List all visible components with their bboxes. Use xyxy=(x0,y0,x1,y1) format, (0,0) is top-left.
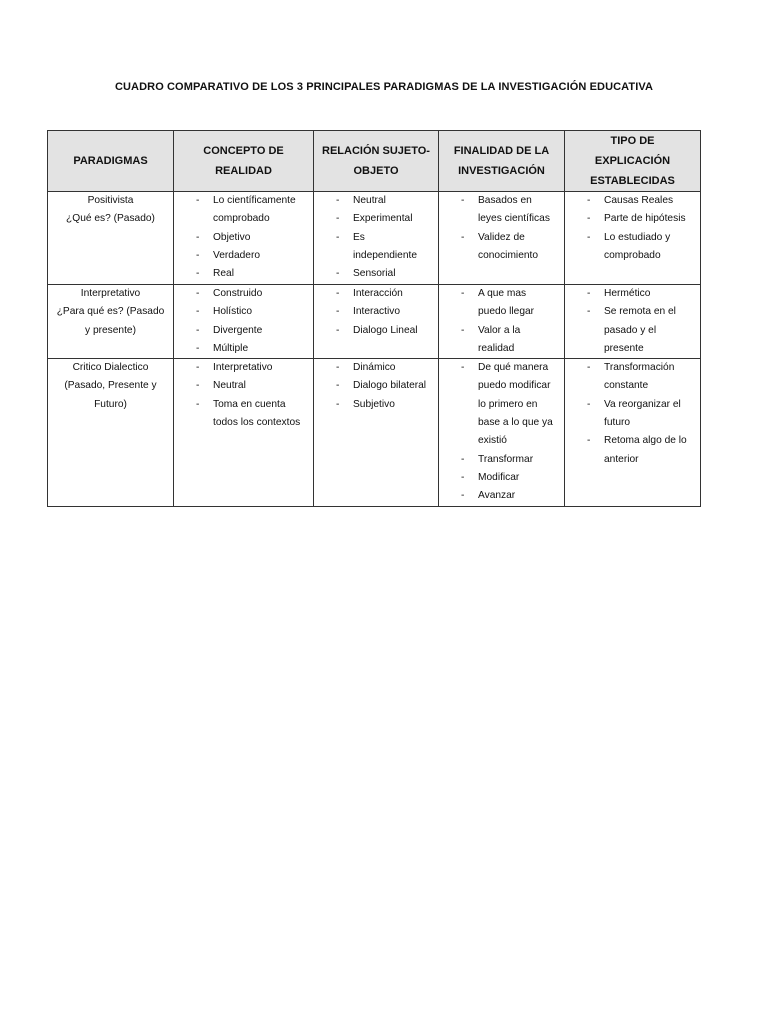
list-item xyxy=(174,192,313,229)
cell-paradigma xyxy=(48,359,174,507)
row-interpretativo xyxy=(48,285,701,359)
list-item-line: - Transformación xyxy=(604,362,675,374)
cell-relacion-sujeto-objeto xyxy=(314,359,439,507)
list-item-line: conocimiento xyxy=(478,249,539,261)
list-item xyxy=(314,210,438,228)
bullet-list xyxy=(439,192,564,265)
header-line: ESTABLECIDAS xyxy=(590,175,675,187)
list-item xyxy=(565,432,700,469)
list-item-line: - Interactivo xyxy=(353,306,400,318)
list-item-line: - Lo científicamente xyxy=(213,195,296,206)
list-item xyxy=(565,396,700,433)
list-item xyxy=(565,192,700,210)
list-item-line: - Dinámico xyxy=(353,362,396,374)
list-item-line: - Lo estudiado y xyxy=(604,231,671,243)
list-item-line: - Objetivo xyxy=(213,231,251,243)
list-item xyxy=(439,285,564,322)
list-item-line: anterior xyxy=(604,453,639,465)
list-item-line: futuro xyxy=(604,417,631,429)
header-row xyxy=(48,131,701,192)
list-item xyxy=(314,322,438,340)
list-item xyxy=(314,285,438,303)
list-item-line: - A que mas xyxy=(478,288,527,299)
list-item-line: leyes científicas xyxy=(478,213,550,225)
list-item-line: - Toma en cuenta xyxy=(213,398,286,410)
header-line: TIPO DE xyxy=(610,135,655,147)
header-line: CONCEPTO DE xyxy=(203,145,284,157)
list-item-line: puedo llegar xyxy=(478,306,535,318)
bullet-list xyxy=(174,285,313,358)
cell-tipo-de-explicacion xyxy=(565,192,701,285)
list-item-line: constante xyxy=(604,380,649,392)
row-critico-dialectico xyxy=(48,359,701,507)
list-item-line: todos los contextos xyxy=(213,417,301,429)
list-item xyxy=(174,396,313,433)
list-item xyxy=(439,451,564,469)
header-finalidad-de-la-investigacion xyxy=(439,131,565,192)
list-item xyxy=(314,377,438,395)
list-item-line: - Construido xyxy=(213,288,263,299)
list-item-line: - Modificar xyxy=(478,471,520,483)
page-title: CUADRO COMPARATIVO DE LOS 3 PRINCIPALES PARADIGMAS DE LA INVESTIGACIÓN EDUCATIVA xyxy=(114,81,654,93)
bullet-list xyxy=(174,359,313,432)
list-item xyxy=(174,247,313,265)
list-item-line: - Hermético xyxy=(604,288,651,299)
bullet-list xyxy=(439,359,564,505)
list-item-line: - Basados en xyxy=(478,195,532,206)
list-item-line: - Subjetivo xyxy=(353,398,395,410)
list-item-line: - Experimental xyxy=(353,213,413,225)
list-item xyxy=(565,303,700,358)
list-item xyxy=(174,377,313,395)
bullet-list xyxy=(174,192,313,283)
cell-tipo-de-explicacion xyxy=(565,359,701,507)
paradigm-line: Futuro) xyxy=(94,398,127,410)
paradigm-line: y presente) xyxy=(85,324,136,336)
list-item-line: - Transformar xyxy=(478,453,534,465)
list-item xyxy=(314,229,438,266)
cell-concepto-de-realidad xyxy=(174,192,314,285)
list-item-line: - Dialogo Lineal xyxy=(353,324,418,336)
list-item-line: - Causas Reales xyxy=(604,195,674,206)
list-item-line: - Interpretativo xyxy=(213,362,273,374)
list-item-line: - Validez de xyxy=(478,231,525,243)
list-item-line: - Neutral xyxy=(353,195,386,206)
header-line: PARADIGMAS xyxy=(73,155,148,167)
list-item-line: - Valor a la xyxy=(478,324,521,336)
cell-finalidad-de-la-investigacion xyxy=(439,359,565,507)
list-item xyxy=(314,303,438,321)
list-item xyxy=(174,265,313,283)
header-paradigmas xyxy=(48,131,174,192)
cell-finalidad-de-la-investigacion xyxy=(439,285,565,359)
list-item-line: - Dialogo bilateral xyxy=(353,380,427,392)
paradigm-line: ¿Para qué es? (Pasado xyxy=(56,306,165,318)
bullet-list xyxy=(314,285,438,340)
header-line: OBJETO xyxy=(353,165,399,177)
bullet-list xyxy=(565,285,700,358)
bullet-list xyxy=(314,359,438,414)
paradigm-line: Critico Dialectico xyxy=(72,362,149,374)
cell-paradigma xyxy=(48,285,174,359)
list-item-line: - Es xyxy=(353,231,365,243)
list-item-line: base a lo que ya xyxy=(478,417,553,429)
bullet-list xyxy=(439,285,564,358)
list-item-line: independiente xyxy=(353,249,418,261)
cell-tipo-de-explicacion xyxy=(565,285,701,359)
list-item-line: - Divergente xyxy=(213,324,263,336)
list-item-line: - Real xyxy=(213,268,234,280)
list-item-line: realidad xyxy=(478,342,515,354)
header-concepto-de-realidad xyxy=(174,131,314,192)
list-item xyxy=(565,229,700,266)
list-item-line: - Retoma algo de lo xyxy=(604,435,687,447)
list-item-line: pasado y el xyxy=(604,324,657,336)
paradigm-line: Interpretativo xyxy=(80,288,141,299)
list-item xyxy=(174,229,313,247)
list-item xyxy=(565,359,700,396)
list-item xyxy=(439,469,564,487)
header-relacion-sujeto-objeto xyxy=(314,131,439,192)
list-item-line: lo primero en xyxy=(478,398,538,410)
list-item-line: comprobado xyxy=(213,213,270,225)
bullet-list xyxy=(565,359,700,469)
cell-relacion-sujeto-objeto xyxy=(314,192,439,285)
list-item xyxy=(565,210,700,228)
list-item-line: - Va reorganizar el xyxy=(604,398,681,410)
list-item xyxy=(314,396,438,414)
list-item xyxy=(439,229,564,266)
cell-finalidad-de-la-investigacion xyxy=(439,192,565,285)
list-item xyxy=(174,359,313,377)
list-item-line: puedo modificar xyxy=(478,380,551,392)
paradigm-line: (Pasado, Presente y xyxy=(64,380,157,392)
list-item xyxy=(174,322,313,340)
list-item xyxy=(439,192,564,229)
header-line: FINALIDAD DE LA xyxy=(453,145,550,157)
cell-relacion-sujeto-objeto xyxy=(314,285,439,359)
comparison-table xyxy=(47,130,701,507)
cell-concepto-de-realidad xyxy=(174,285,314,359)
list-item xyxy=(439,359,564,450)
paradigm-line: ¿Qué es? (Pasado) xyxy=(66,213,155,225)
header-line: EXPLICACIÓN xyxy=(594,155,671,167)
list-item-line: - Neutral xyxy=(213,380,246,392)
list-item xyxy=(174,340,313,358)
cell-paradigma xyxy=(48,192,174,285)
list-item-line: - Se remota en el xyxy=(604,306,676,318)
header-tipo-de-explicacion xyxy=(565,131,701,192)
header-line: REALIDAD xyxy=(215,165,272,177)
list-item-line: comprobado xyxy=(604,249,661,261)
header-line: RELACIÓN SUJETO- xyxy=(322,145,430,157)
cell-concepto-de-realidad xyxy=(174,359,314,507)
list-item xyxy=(565,285,700,303)
list-item-line: - Múltiple xyxy=(213,342,249,354)
list-item xyxy=(314,192,438,210)
list-item-line: - Parte de hipótesis xyxy=(604,213,686,225)
list-item-line: - Sensorial xyxy=(353,268,396,280)
list-item xyxy=(174,303,313,321)
list-item xyxy=(174,285,313,303)
list-item-line: presente xyxy=(604,342,644,354)
list-item xyxy=(439,322,564,359)
list-item-line: - Interacción xyxy=(353,288,403,299)
header-line: INVESTIGACIÓN xyxy=(458,165,545,177)
list-item-line: - Holístico xyxy=(213,306,253,318)
bullet-list xyxy=(314,192,438,283)
list-item-line: - Verdadero xyxy=(213,249,261,261)
bullet-list xyxy=(565,192,700,265)
list-item xyxy=(314,265,438,283)
paradigm-line: Positivista xyxy=(87,195,134,206)
list-item xyxy=(314,359,438,377)
list-item-line: - De qué manera xyxy=(478,362,549,374)
row-positivista xyxy=(48,192,701,285)
list-item-line: existió xyxy=(478,435,507,447)
list-item xyxy=(439,487,564,505)
list-item-line: - Avanzar xyxy=(478,490,516,502)
